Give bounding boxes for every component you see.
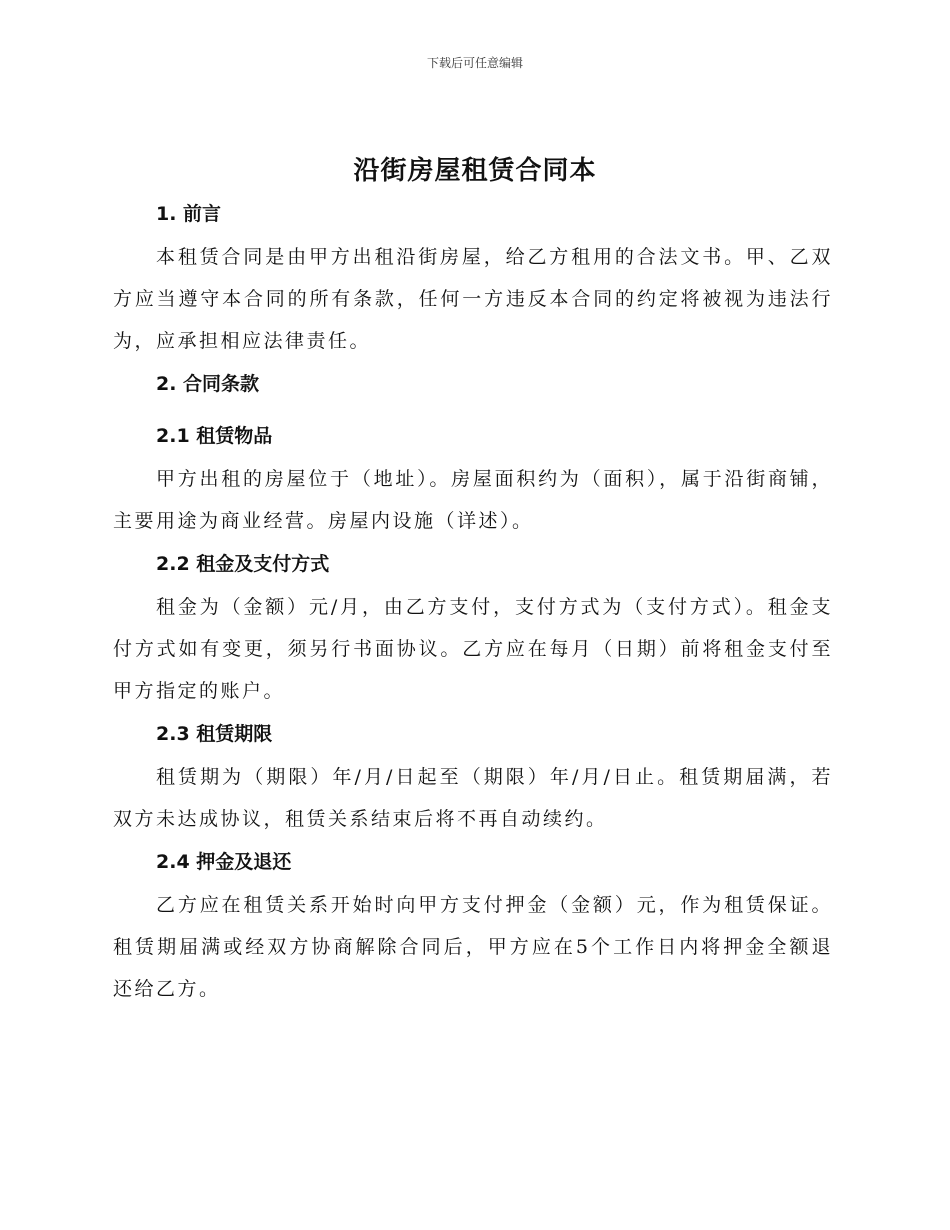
section-heading-preface: 1. 前言 (156, 203, 222, 225)
section-body-preface: 本租赁合同是由甲方出租沿街房屋，给乙方租用的合法文书。甲、乙双方应当遵守本合同的所有条款，任何一方违反本合同的约定将被视为违法行为，应承担相应法律责任。 (113, 246, 833, 352)
document-title: 沿街房屋租赁合同本 (353, 156, 597, 186)
section-body-leased-property: 甲方出租的房屋位于（地址）。房屋面积约为（面积），属于沿街商铺，主要用途为商业经营。房屋内设施（详述）。 (113, 468, 833, 532)
document-body (113, 190, 833, 1010)
section-heading-contract-terms: 2. 合同条款 (156, 373, 260, 395)
section-heading-lease-term: 2.3 租赁期限 (156, 723, 273, 745)
section-heading-leased-property: 2.1 租赁物品 (156, 425, 273, 447)
section-body-deposit: 乙方应在租赁关系开始时向甲方支付押金（金额）元，作为租赁保证。租赁期届满或经双方协商解除合同后，甲方应在5个工作日内将押金全额退还给乙方。 (113, 894, 833, 1000)
page-header-note: 下载后可任意编辑 (426, 56, 523, 70)
section-heading-rent-payment: 2.2 租金及支付方式 (156, 553, 330, 575)
section-body-lease-term: 租赁期为（期限）年/月/日起至（期限）年/月/日止。租赁期届满，若双方未达成协议，租赁关系结束后将不再自动续约。 (113, 766, 833, 830)
section-heading-deposit: 2.4 押金及退还 (156, 851, 292, 873)
section-body-rent-payment: 租金为（金额）元/月，由乙方支付，支付方式为（支付方式）。租金支付方式如有变更，须另行书面协议。乙方应在每月（日期）前将租金支付至甲方指定的账户。 (113, 596, 833, 702)
